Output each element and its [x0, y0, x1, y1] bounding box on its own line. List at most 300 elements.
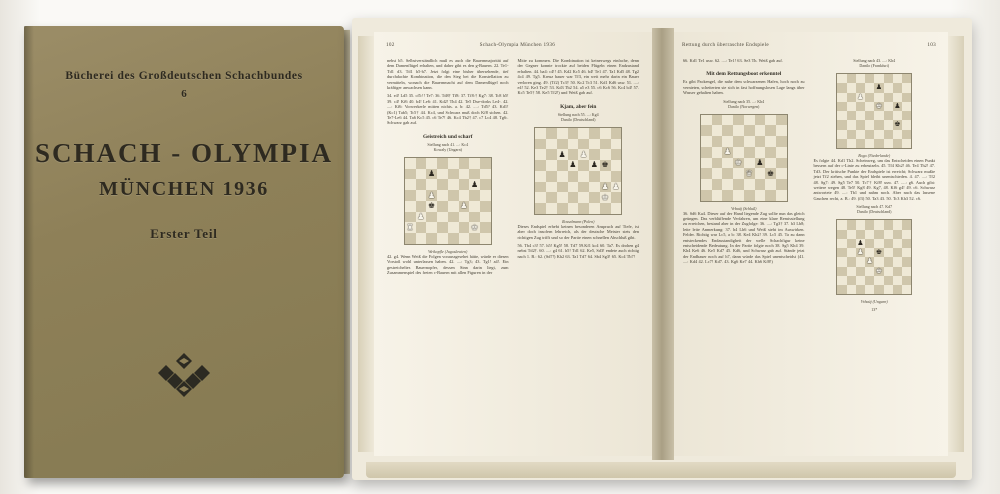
board-square	[405, 158, 416, 169]
cover-title: SCHACH - OLYMPIA	[34, 138, 334, 168]
board-square	[865, 83, 874, 92]
board-square	[722, 147, 733, 158]
board-square	[874, 120, 883, 129]
board-square	[578, 192, 589, 203]
caption-line: Vrbaúj (Schluß)	[731, 205, 757, 211]
board-square	[405, 179, 416, 190]
board-square	[902, 83, 911, 92]
board-square	[459, 190, 470, 201]
board-square	[874, 111, 883, 120]
board-square	[459, 169, 470, 180]
chess-piece: ♟	[894, 101, 901, 110]
board-square	[426, 190, 437, 201]
board-square	[874, 230, 883, 239]
board-square	[847, 83, 856, 92]
board-square	[448, 233, 459, 244]
board-square	[902, 93, 911, 102]
board-square	[884, 111, 893, 120]
board-square	[856, 83, 865, 92]
chess-piece: ♟	[756, 158, 764, 167]
board-square	[722, 136, 733, 147]
diagram-caption-bottom	[814, 299, 936, 304]
board-square	[535, 192, 546, 203]
board-square	[902, 111, 911, 120]
book-front-cover	[24, 26, 344, 478]
board-square	[578, 139, 589, 150]
board-square	[865, 248, 874, 257]
column-left-1	[387, 58, 509, 446]
board-square	[744, 147, 755, 158]
board-square	[902, 102, 911, 111]
page-left-columns	[387, 58, 639, 446]
board-square	[701, 179, 712, 190]
chess-board	[404, 157, 492, 245]
page-left	[374, 32, 652, 456]
chess-piece: ♚	[875, 101, 883, 110]
board-square	[535, 171, 546, 182]
board-square	[874, 83, 883, 92]
board-square	[448, 222, 459, 233]
board-square	[884, 230, 893, 239]
board-square	[837, 102, 846, 111]
board-square	[865, 102, 874, 111]
board-square	[837, 239, 846, 248]
chess-piece: ♟	[612, 181, 620, 191]
board-square	[535, 182, 546, 193]
board-square	[416, 233, 427, 244]
board-square	[893, 248, 902, 257]
board-square	[865, 276, 874, 285]
board-square	[847, 239, 856, 248]
board-square	[776, 115, 787, 126]
caption-line: Danilo (Frankfurt)	[859, 63, 890, 68]
board-square	[448, 158, 459, 169]
board-square	[902, 267, 911, 276]
chess-diagram	[518, 127, 640, 215]
folio-right: 103	[927, 42, 936, 48]
chess-piece: ♟	[471, 179, 479, 189]
board-square	[568, 160, 579, 171]
board-square	[776, 179, 787, 190]
board-square	[589, 128, 600, 139]
board-square	[874, 220, 883, 229]
chess-board	[836, 219, 912, 295]
board-square	[469, 201, 480, 212]
board-square	[701, 190, 712, 201]
board-square	[589, 192, 600, 203]
board-square	[837, 139, 846, 148]
board-square	[437, 212, 448, 223]
board-square	[776, 136, 787, 147]
board-square	[893, 111, 902, 120]
board-square	[902, 285, 911, 294]
board-square	[884, 93, 893, 102]
board-square	[902, 230, 911, 239]
diagram-caption-top	[814, 204, 936, 214]
board-square	[469, 190, 480, 201]
board-square	[459, 212, 470, 223]
caption-line: Stellung nach 43. ....: Kh4	[853, 58, 896, 63]
body-paragraph: 36. Sd6 Ka4. Dieser auf der Hand liegende Zug sollte nun das gleich geüngen. Das verblüffende Verfahren, um eine klare Remisstellung zu erreichen, bestand aber in der Zugfolge: 36. ....: Tg3† 37. h3 Lb8; leite leite Anmerkung: 37. h4 Lh6 und Weiß steht im Auswirken. Felder. Richtig war Lc5, a b: 38. Ke4 Kh2! 39. Lc5 45. Ta zu dann entsteckendes Endzustandigheit der welle Schachfigur keine entscheidende Bedeutung. In der Partie folgte noch 38. Sg5 Kh4 39. Kh4 Ke6 46. Ke5 Kd7 45. Kd6, und Schwarz gab auf. Stände jetzt der Endbauer noch auf h7, dann würde das Spiel unentscheidst (41. ....: Kd4 42. Lc7! Kd7. 43. Kg6 Ke7 44. Kh6 Kf8!)	[683, 210, 805, 265]
board-square	[611, 128, 622, 139]
caption-line: Danilo (Deutschland)	[856, 209, 892, 215]
board-square	[611, 160, 622, 171]
chess-piece: ♜	[406, 222, 414, 232]
board-square	[733, 115, 744, 126]
board-square	[837, 93, 846, 102]
board-square	[546, 171, 557, 182]
board-square	[733, 179, 744, 190]
column-right-2	[814, 58, 936, 446]
board-square	[893, 220, 902, 229]
board-square	[856, 285, 865, 294]
board-square	[744, 190, 755, 201]
board-square	[847, 102, 856, 111]
open-book	[352, 18, 972, 480]
board-square	[437, 222, 448, 233]
chess-piece: ♟	[428, 190, 436, 200]
board-square	[416, 212, 427, 223]
board-square	[733, 125, 744, 136]
chess-piece: ♚	[767, 168, 775, 178]
chess-board	[700, 114, 788, 202]
board-square	[557, 149, 568, 160]
board-square	[589, 171, 600, 182]
chess-piece: ♟	[569, 160, 577, 170]
board-square	[902, 220, 911, 229]
board-square	[874, 239, 883, 248]
board-square	[837, 130, 846, 139]
board-square	[884, 83, 893, 92]
board-square	[865, 239, 874, 248]
board-square	[557, 128, 568, 139]
board-square	[744, 115, 755, 126]
board-square	[837, 83, 846, 92]
column-right-1	[683, 58, 805, 446]
board-square	[733, 190, 744, 201]
chess-piece: ♚	[875, 266, 883, 275]
diagram-caption-top	[387, 142, 509, 152]
board-square	[744, 179, 755, 190]
board-square	[469, 222, 480, 233]
board-square	[847, 285, 856, 294]
board-square	[847, 276, 856, 285]
board-square	[884, 248, 893, 257]
board-square	[847, 111, 856, 120]
board-square	[884, 102, 893, 111]
board-square	[847, 74, 856, 83]
board-square	[611, 203, 622, 214]
chess-piece: ♟	[558, 149, 566, 159]
board-square	[847, 230, 856, 239]
board-square	[893, 93, 902, 102]
board-square	[535, 160, 546, 171]
page-right-header	[682, 42, 936, 48]
caption-line: Danilo (Deutschland)	[560, 116, 596, 122]
board-square	[874, 130, 883, 139]
board-square	[847, 257, 856, 266]
board-square	[589, 149, 600, 160]
board-square	[765, 125, 776, 136]
board-square	[884, 74, 893, 83]
board-square	[611, 139, 622, 150]
board-square	[893, 83, 902, 92]
board-square	[865, 93, 874, 102]
cover-volume-number: 6	[181, 88, 187, 100]
board-square	[448, 169, 459, 180]
board-square	[744, 168, 755, 179]
cover-subtitle: MÜNCHEN 1936	[99, 178, 269, 200]
board-square	[416, 190, 427, 201]
board-square	[884, 220, 893, 229]
board-square	[712, 115, 723, 126]
board-square	[884, 267, 893, 276]
board-square	[557, 160, 568, 171]
chess-piece: ♟	[857, 248, 864, 257]
board-square	[865, 120, 874, 129]
board-square	[546, 192, 557, 203]
board-square	[589, 182, 600, 193]
board-square	[893, 230, 902, 239]
board-square	[765, 158, 776, 169]
chess-piece: ♟	[857, 92, 864, 101]
board-square	[416, 169, 427, 180]
board-square	[426, 212, 437, 223]
book-gutter	[652, 28, 674, 460]
chess-piece: ♟	[428, 169, 436, 178]
board-square	[578, 203, 589, 214]
caption-line: Stellung nach 41. ...: Kc4	[427, 141, 469, 147]
board-square	[874, 248, 883, 257]
board-square	[448, 212, 459, 223]
board-square	[416, 201, 427, 212]
page-bottom-edge	[366, 462, 956, 478]
board-square	[600, 182, 611, 193]
board-square	[568, 171, 579, 182]
board-square	[837, 120, 846, 129]
board-square	[546, 182, 557, 193]
board-square	[600, 139, 611, 150]
chess-piece: ♚	[734, 158, 742, 167]
board-square	[437, 158, 448, 169]
board-square	[611, 171, 622, 182]
board-square	[722, 179, 733, 190]
chess-piece: ♚	[601, 160, 609, 170]
board-square	[856, 120, 865, 129]
board-square	[568, 128, 579, 139]
board-square	[469, 233, 480, 244]
board-square	[701, 158, 712, 169]
board-square	[902, 239, 911, 248]
board-square	[557, 192, 568, 203]
board-square	[865, 285, 874, 294]
board-square	[589, 160, 600, 171]
board-square	[902, 248, 911, 257]
board-square	[480, 169, 491, 180]
board-square	[459, 233, 470, 244]
board-square	[776, 125, 787, 136]
board-square	[480, 233, 491, 244]
chess-piece: ♟	[601, 181, 609, 191]
board-square	[557, 203, 568, 214]
board-square	[755, 147, 766, 158]
board-square	[893, 139, 902, 148]
board-square	[884, 257, 893, 266]
board-square	[856, 139, 865, 148]
caption-line: Bogo (Niederlande)	[858, 153, 891, 158]
chess-piece: ♟	[580, 149, 588, 159]
board-square	[578, 149, 589, 160]
board-square	[865, 257, 874, 266]
caption-line: Danilo (Norwegen)	[728, 103, 760, 109]
board-square	[600, 171, 611, 182]
board-square	[865, 230, 874, 239]
board-square	[893, 239, 902, 248]
board-square	[776, 190, 787, 201]
board-square	[755, 136, 766, 147]
board-square	[856, 93, 865, 102]
board-square	[712, 147, 723, 158]
board-square	[765, 190, 776, 201]
chess-piece: ♚	[894, 120, 901, 129]
running-head-left: Schach-Olympia München 1936	[479, 42, 556, 48]
board-square	[733, 158, 744, 169]
board-square	[611, 149, 622, 160]
caption-line: Stellung nach 35. ...: Kh4	[723, 98, 765, 104]
board-square	[865, 130, 874, 139]
board-square	[765, 179, 776, 190]
board-square	[437, 201, 448, 212]
body-paragraph: 34. e4! Ld5 35. cf5:!! Te7: 36. Td8† Tf8: 37. Tf8:† Kg7: 38. Tc8 h5! 39. c4! Kf6 40. b4! Le6: 41. Kd2! Th4 42. Te5 Dxe-dorks Le4-. 42. ....: Kf6: Vorwerkerle mitten nichts. a. b: 42. ....: Td5? 43. Kd1! (Kc1) Tab5; Tc5† 44. Kc4, und Schwarz muß doch Kf8 sichen. 42. Te7-Le6 44. Ta6 Kc5 45. c6 Te7! 46. Kc4 Tb2† 47. c7 Lc4 48. Tg6:. Schwarz gab auf.	[387, 93, 509, 126]
board-square	[847, 120, 856, 129]
board-square	[416, 158, 427, 169]
caption-line: Rosselmann (Polen)	[562, 218, 595, 224]
board-square	[856, 239, 865, 248]
board-square	[765, 136, 776, 147]
running-head-right: Rettung durch überraschte Endspiele	[682, 42, 769, 48]
board-square	[416, 222, 427, 233]
board-square	[589, 139, 600, 150]
chess-piece: ♚	[428, 201, 436, 211]
board-square	[568, 203, 579, 214]
body-paragraph: nebst b5. Selbstverständlich muß es auch die Bauernmajorität auf dem Damenflügel erhalten, und daher gibt es den g-Bauern. 22. Te1-Td1 d3. Td1 h5-h7. Jetzt folgt eine bisher übersehende, tief durchdachte Kombination, die den Sieg bei die Konstellation zu vermitteln, wonach die Bauernmacht auf dem Damenflügel noch kräftiger anwachsen kann.	[387, 58, 509, 91]
board-square	[847, 220, 856, 229]
chess-piece: ♚	[471, 222, 479, 232]
board-square	[837, 111, 846, 120]
body-paragraph: Dieses Endspiel erhebt keinen besonderen Anspruch auf Tiefe, ist aber doch insofern lehrreich, als der deutsche Meister stets den richtigen Zug trifft und so der Partie einen schnellen Abschluß gibt.	[517, 223, 639, 240]
signature-mark: 13*	[871, 307, 878, 313]
board-square	[856, 111, 865, 120]
board-square	[600, 149, 611, 160]
board-square	[712, 158, 723, 169]
board-square	[865, 111, 874, 120]
chess-piece: ♟	[875, 83, 883, 92]
board-square	[733, 136, 744, 147]
body-paragraph: Mitte zu kommen. Die Kombination ist keineswegs einfache, denn der Gegner konnte trockte auf beiden Flügeln einen Endzustand erhalten. 44. ba4: c4!! 45. Kd2 Kc5 46. b4! Te1 47. Ta1 Kd5 48. Tg2 4c4 49. Tg5. Kreuz bauer war Tf3, ein weit mehr darin ein Bauer verloren ging. 49. (Tf2) Tc3† 50. Kc2 Tc3 51. Kd1 Kd6 usw. 51. ....: e4! 52. Ke3 Te2† 53. Kd3 Tb2 54. a5 e3 55. c6 Kc6 56. Kc4 b4! 57. Kc5 Te5† 58. Ke5 Tf2!) und Weiß gab auf.	[517, 58, 639, 96]
board-square	[837, 230, 846, 239]
board-square	[837, 257, 846, 266]
diagram-caption-top	[814, 58, 936, 68]
board-square	[712, 136, 723, 147]
board-square	[837, 220, 846, 229]
board-square	[902, 139, 911, 148]
board-square	[557, 182, 568, 193]
board-square	[776, 147, 787, 158]
board-square	[448, 179, 459, 190]
board-square	[437, 169, 448, 180]
board-square	[874, 93, 883, 102]
diagram-caption-top	[518, 112, 640, 122]
section-heading: Mit dem Rettungsboot erkenntel	[706, 71, 782, 78]
board-square	[884, 139, 893, 148]
board-square	[557, 171, 568, 182]
board-square	[856, 267, 865, 276]
board-square	[893, 120, 902, 129]
board-square	[837, 276, 846, 285]
board-square	[535, 149, 546, 160]
board-square	[535, 139, 546, 150]
board-square	[893, 102, 902, 111]
board-square	[856, 248, 865, 257]
board-square	[712, 168, 723, 179]
body-paragraph: 56. Tb4 c3! 57. h5! Kg5! 58. Td7 59.Kf1 kc4 60. Ta7. Es drohen g4 nebst Td2†. 60. ....: g4 61. h5! Td1 62. Ke5, Sd3! endete auch richtig nach 1. B.: 62. (Sd7!) Kh2 63. Ta1 Td7 64. Sb4 Sg3! 65. Kc4 Tb7!	[517, 243, 639, 259]
caption-line: Stellung nach 47. Kd7	[856, 204, 893, 210]
board-square	[837, 285, 846, 294]
cover-series-line: Bücherei des Großdeutschen Schachbundes	[65, 70, 303, 82]
folio-left: 102	[386, 42, 395, 48]
board-square	[701, 136, 712, 147]
chess-diagram	[814, 219, 936, 295]
board-square	[712, 179, 723, 190]
section-heading: Geistreich und scharf	[422, 133, 473, 140]
board-square	[902, 130, 911, 139]
board-square	[405, 212, 416, 223]
chess-piece: ♟	[460, 201, 468, 211]
board-square	[722, 115, 733, 126]
chess-piece: ♟	[724, 147, 732, 157]
board-square	[701, 115, 712, 126]
board-square	[611, 192, 622, 203]
board-square	[426, 233, 437, 244]
board-square	[856, 276, 865, 285]
board-square	[856, 130, 865, 139]
board-square	[426, 222, 437, 233]
board-square	[546, 149, 557, 160]
board-square	[546, 128, 557, 139]
board-square	[600, 203, 611, 214]
board-square	[459, 222, 470, 233]
chess-piece: ♚	[601, 192, 609, 202]
board-square	[701, 168, 712, 179]
board-square	[568, 139, 579, 150]
board-square	[776, 158, 787, 169]
board-square	[874, 102, 883, 111]
column-left-2	[518, 58, 640, 446]
board-square	[856, 74, 865, 83]
board-square	[712, 125, 723, 136]
board-square	[459, 179, 470, 190]
board-square	[755, 168, 766, 179]
board-square	[480, 190, 491, 201]
caption-line: Weikopfle (Jugoslawien)	[428, 248, 468, 254]
board-square	[568, 149, 579, 160]
board-square	[546, 203, 557, 214]
board-square	[744, 158, 755, 169]
board-square	[893, 276, 902, 285]
board-square	[856, 257, 865, 266]
board-square	[884, 130, 893, 139]
board-square	[874, 74, 883, 83]
